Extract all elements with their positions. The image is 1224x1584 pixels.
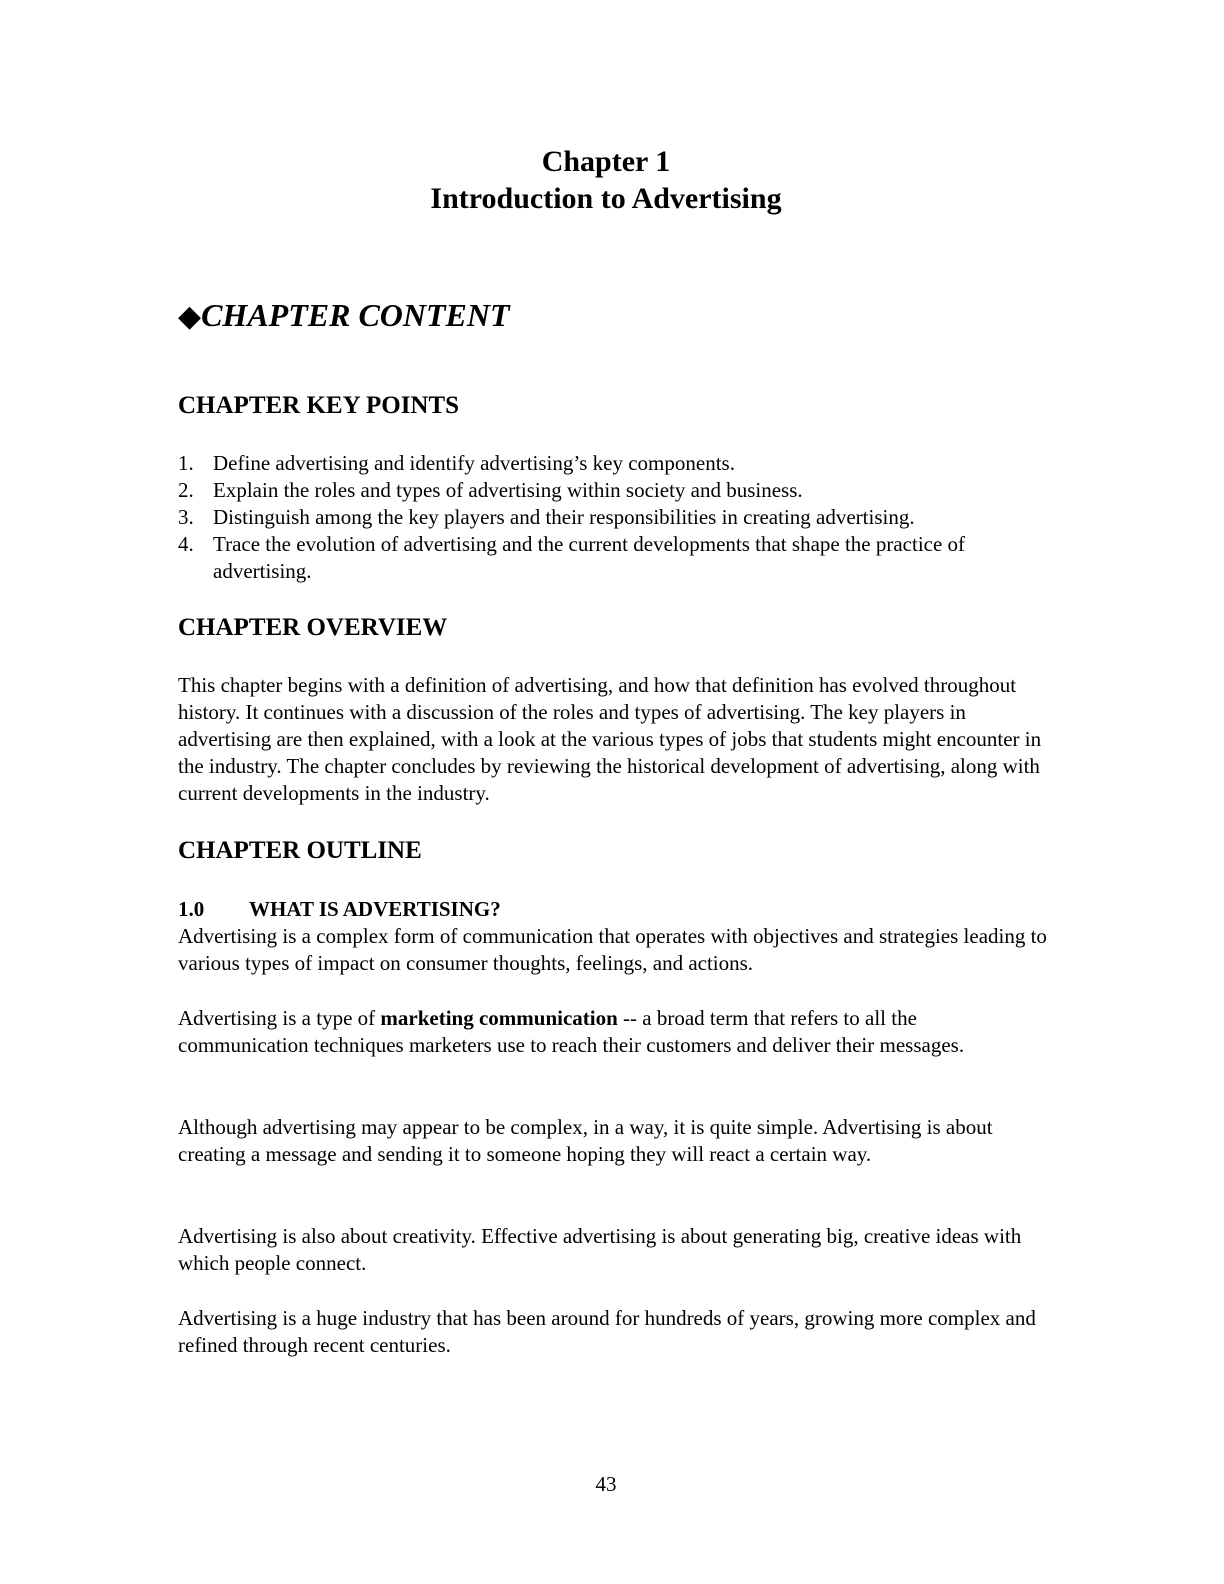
list-item-number: 1. bbox=[178, 451, 194, 475]
section-number: 1.0 bbox=[178, 897, 205, 921]
key-points-list bbox=[178, 450, 1058, 585]
list-item-text: Trace the evolution of advertising and the current developments that shape the practice of advertising. bbox=[213, 532, 966, 583]
outline-paragraph-3: Although advertising may appear to be complex, in a way, it is quite simple. Advertising is about creating a message and sending it to someone hoping they will react a certain way. bbox=[178, 1115, 993, 1166]
page-number: 43 bbox=[595, 1472, 617, 1496]
list-item-number: 2. bbox=[178, 478, 194, 502]
list-item bbox=[178, 531, 1058, 585]
outline-paragraph-5: Advertising is a huge industry that has been around for hundreds of years, growing more complex and refined through recent centuries. bbox=[178, 1306, 1036, 1357]
outline-paragraph-2 bbox=[178, 1005, 1048, 1059]
list-item-number: 3. bbox=[178, 505, 194, 529]
key-points-heading: CHAPTER KEY POINTS bbox=[178, 392, 460, 419]
overview-paragraph: This chapter begins with a definition of advertising, and how that definition has evolved throughout history. It continues with a discussion of the roles and types of advertising. The key players in advertising are then explained, with a look at the various types of jobs that students might encounter in the industry. The chapter concludes by reviewing the historical development of advertising, along with current developments in the industry. bbox=[178, 673, 1042, 805]
chapter-number: Chapter 1 bbox=[541, 145, 671, 178]
key-term: marketing communication bbox=[380, 1006, 618, 1030]
chapter-title: Introduction to Advertising bbox=[430, 182, 782, 215]
outline-paragraph-1: Advertising is a complex form of communication that operates with objectives and strategies leading to various types of impact on consumer thoughts, feelings, and actions. bbox=[178, 924, 1047, 975]
outline-heading: CHAPTER OUTLINE bbox=[178, 837, 422, 864]
black-diamond-icon: ◆ bbox=[178, 300, 202, 333]
outline-paragraph-4: Advertising is also about creativity. Effective advertising is about generating big, creative ideas with which people connect. bbox=[178, 1224, 1022, 1275]
list-item-text: Distinguish among the key players and their responsibilities in creating advertising. bbox=[213, 505, 915, 529]
paragraph-text: -- a broad term that refers to all the communication techniques marketers use to reach their customers and deliver their messages. bbox=[178, 1006, 965, 1057]
list-item bbox=[178, 450, 1058, 477]
chapter-content-heading bbox=[178, 295, 510, 337]
section-title: WHAT IS ADVERTISING? bbox=[249, 897, 501, 921]
paragraph-text: Advertising is a type of bbox=[178, 1006, 381, 1030]
list-item bbox=[178, 477, 1058, 504]
overview-heading: CHAPTER OVERVIEW bbox=[178, 614, 448, 641]
chapter-content-label: CHAPTER CONTENT bbox=[201, 297, 510, 333]
section-heading bbox=[178, 896, 501, 923]
list-item-number: 4. bbox=[178, 532, 194, 556]
list-item bbox=[178, 504, 1058, 531]
list-item-text: Define advertising and identify advertising’s key components. bbox=[213, 451, 735, 475]
list-item-text: Explain the roles and types of advertising within society and business. bbox=[213, 478, 803, 502]
